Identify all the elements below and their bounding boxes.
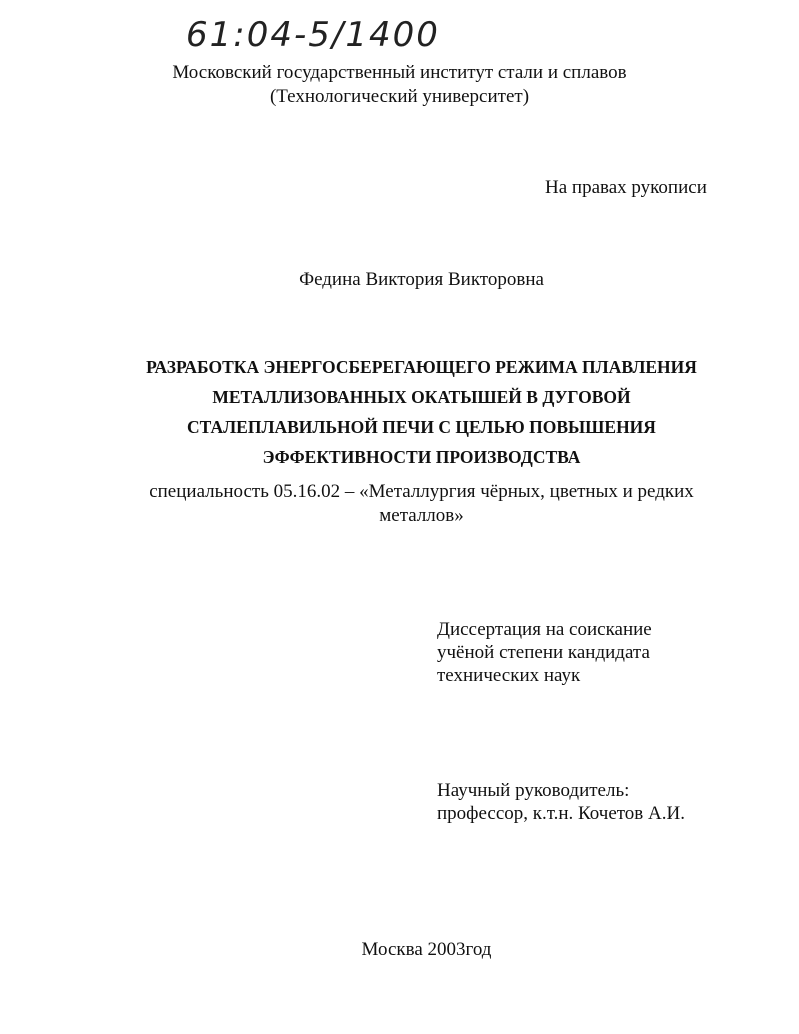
institution-name: Московский государственный институт стали и сплавов (172, 62, 627, 83)
city-year: Москва 2003год (361, 939, 492, 960)
title-line: МЕТАЛЛИЗОВАННЫХ ОКАТЫШЕЙ В ДУГОВОЙ (212, 387, 631, 407)
specialty-line: специальность 05.16.02 – «Металлургия чёрных, цветных и редких (149, 481, 694, 502)
title-line: СТАЛЕПЛАВИЛЬНОЙ ПЕЧИ С ЦЕЛЬЮ ПОВЫШЕНИЯ (187, 417, 656, 437)
author-name: Федина Виктория Викторовна (299, 269, 544, 290)
supervisor-info (437, 779, 685, 825)
handwritten-archive-mark (186, 8, 486, 58)
dissertation-line: Диссертация на соискание (437, 619, 652, 640)
supervisor-line: профессор, к.т.н. Кочетов А.И. (437, 803, 685, 824)
title-line: ЭФФЕКТИВНОСТИ ПРОИЗВОДСТВА (262, 447, 581, 467)
supervisor-line: Научный руководитель: (437, 780, 630, 801)
dissertation-info (437, 618, 652, 687)
institution-subtitle: (Технологический университет) (269, 86, 530, 107)
manuscript-note: На правах рукописи (545, 177, 707, 198)
dissertation-line: технических наук (437, 665, 581, 686)
dissertation-line: учёной степени кандидата (437, 642, 650, 663)
specialty-line: металлов» (379, 505, 464, 526)
archive-mark-text: 61:04-5/1400 (186, 15, 440, 55)
title-line: РАЗРАБОТКА ЭНЕРГОСБЕРЕГАЮЩЕГО РЕЖИМА ПЛАВЛЕНИЯ (146, 357, 697, 377)
